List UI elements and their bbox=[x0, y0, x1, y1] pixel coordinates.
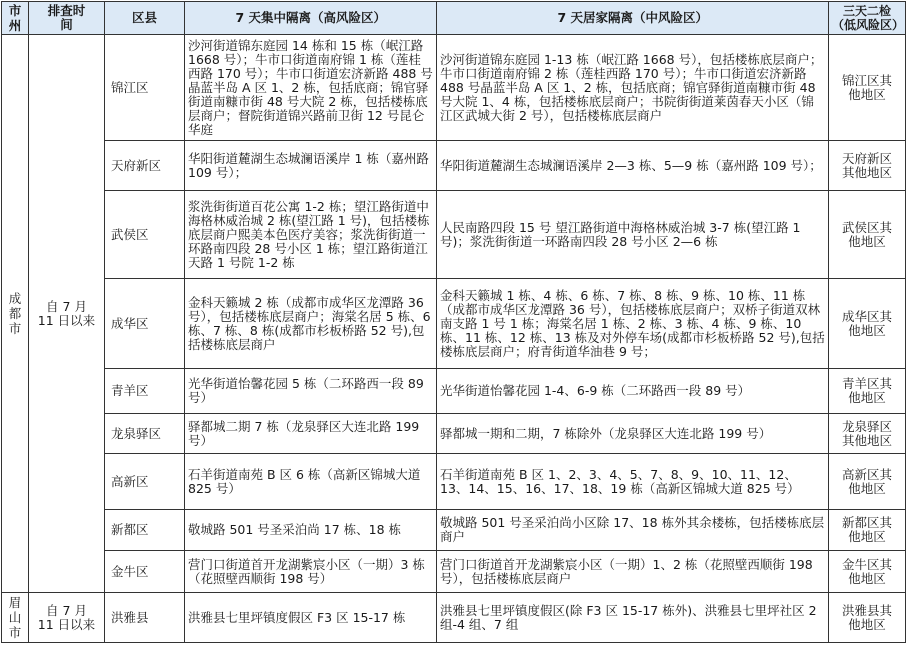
mid-risk-cell: 沙河街道锦东庭园 1-13 栋（岷江路 1668 号），包括楼栋底层商户；牛市口街道南府锦 2 栋（莲桂西路 170 号）；牛市口街道宏济新路 488 号晶蓝半岛 A 区 1、2 栋，包括底商；锦官驿街道南糠市街 48 号大院 1、4 栋，包括楼栋底层商户；书院街街道莱茵春天小区（锦江区武城大街 2 号），包括楼栋底层商户 bbox=[437, 35, 829, 141]
table-row bbox=[2, 35, 906, 141]
high-risk-cell: 洪雅县七里坪镇度假区 F3 区 15-17 栋 bbox=[185, 593, 437, 643]
table-row bbox=[2, 551, 906, 593]
high-risk-cell: 金科天籁城 2 栋（成都市成华区龙潭路 36 号），包括楼栋底层商户；海棠名居 5 栋、6 栋、7 栋、8 栋(成都市杉板桥路 52 号),包括楼栋底层商户 bbox=[185, 279, 437, 369]
header-low-risk: 三天二检（低风险区） bbox=[829, 2, 906, 35]
header-city: 市州 bbox=[2, 2, 29, 35]
low-risk-cell: 龙泉驿区其他地区 bbox=[829, 414, 906, 454]
district-cell: 青羊区 bbox=[105, 369, 185, 414]
high-risk-cell: 石羊街道南苑 B 区 6 栋（高新区锦城大道 825 号） bbox=[185, 454, 437, 510]
low-risk-cell: 武侯区其他地区 bbox=[829, 191, 906, 279]
mid-risk-cell: 敬城路 501 号圣采泊尚小区除 17、18 栋外其余楼栋，包括楼栋底层商户 bbox=[437, 510, 829, 551]
mid-risk-cell: 金科天籁城 1 栋、4 栋、6 栋、7 栋、8 栋、9 栋、10 栋、11 栋（成都市成华区龙潭路 36 号），包括楼栋底层商户；双桥子街道双林南支路 1 号 1 栋；海棠名居 1 栋、2 栋、3 栋、4 栋、9 栋、10 栋、11 栋、12 栋、13 栋及对外停车场(成都市杉板桥路 52 号),包括楼栋底层商户；府青街道华油巷 9 号； bbox=[437, 279, 829, 369]
table-row bbox=[2, 510, 906, 551]
district-cell: 天府新区 bbox=[105, 141, 185, 191]
header-high-risk: 7 天集中隔离（高风险区） bbox=[185, 2, 437, 35]
district-cell: 高新区 bbox=[105, 454, 185, 510]
district-cell: 武侯区 bbox=[105, 191, 185, 279]
header-row bbox=[2, 2, 906, 35]
high-risk-cell: 光华街道怡馨花园 5 栋（二环路西一段 89 号） bbox=[185, 369, 437, 414]
city-cell: 成都市 bbox=[2, 35, 29, 593]
mid-risk-cell: 驿都城一期和二期，7 栋除外（龙泉驿区大连北路 199 号） bbox=[437, 414, 829, 454]
mid-risk-cell: 华阳街道麓湖生态城澜语溪岸 2—3 栋、5—9 栋（嘉州路 109 号）； bbox=[437, 141, 829, 191]
low-risk-cell: 洪雅县其他地区 bbox=[829, 593, 906, 643]
district-cell: 金牛区 bbox=[105, 551, 185, 593]
mid-risk-cell: 光华街道怡馨花园 1-4、6-9 栋（二环路西一段 89 号） bbox=[437, 369, 829, 414]
mid-risk-cell: 人民南路四段 15 号 望江路街道中海格林威治城 3-7 栋(望江路 1 号)；浆洗街街道一环路南四段 28 号小区 2—6 栋 bbox=[437, 191, 829, 279]
district-cell: 锦江区 bbox=[105, 35, 185, 141]
district-cell: 龙泉驿区 bbox=[105, 414, 185, 454]
high-risk-cell: 华阳街道麓湖生态城澜语溪岸 1 栋（嘉州路 109 号）； bbox=[185, 141, 437, 191]
table-row bbox=[2, 141, 906, 191]
table-row bbox=[2, 369, 906, 414]
city-cell: 眉山市 bbox=[2, 593, 29, 643]
table-row bbox=[2, 279, 906, 369]
high-risk-cell: 敬城路 501 号圣采泊尚 17 栋、18 栋 bbox=[185, 510, 437, 551]
mid-risk-cell: 石羊街道南苑 B 区 1、2、3、4、5、7、8、9、10、11、12、13、14、15、16、17、18、19 栋（高新区锦城大道 825 号） bbox=[437, 454, 829, 510]
high-risk-cell: 浆洗街街道百花公寓 1-2 栋；望江路街道中海格林威治城 2 栋(望江路 1 号)，包括楼栋底层商户熙美本色医疗美容；浆洗街街道一环路南四段 28 号小区 1 栋；望江路街道江天路 1 号院 1-2 栋 bbox=[185, 191, 437, 279]
low-risk-cell: 成华区其他地区 bbox=[829, 279, 906, 369]
mid-risk-cell: 营门口街道首开龙湖紫宸小区（一期）1、2 栋（花照壁西顺街 198 号），包括楼栋底层商户 bbox=[437, 551, 829, 593]
low-risk-cell: 锦江区其他地区 bbox=[829, 35, 906, 141]
district-cell: 洪雅县 bbox=[105, 593, 185, 643]
table-row bbox=[2, 191, 906, 279]
table-row bbox=[2, 593, 906, 643]
high-risk-cell: 驿都城二期 7 栋（龙泉驿区大连北路 199 号） bbox=[185, 414, 437, 454]
low-risk-cell: 金牛区其他地区 bbox=[829, 551, 906, 593]
high-risk-cell: 沙河街道锦东庭园 14 栋和 15 栋（岷江路 1668 号）；牛市口街道南府锦 1 栋（莲桂西路 170 号）；牛市口街道宏济新路 488 号晶蓝半岛 A 区 1、2 栋，包括底商；锦官驿街道南糠市街 48 号大院 2 栋，包括楼栋底层商户；督院街道锦兴路前卫街 12 号昆仑华庭 bbox=[185, 35, 437, 141]
low-risk-cell: 青羊区其他地区 bbox=[829, 369, 906, 414]
header-mid-risk: 7 天居家隔离（中风险区） bbox=[437, 2, 829, 35]
header-district: 区县 bbox=[105, 2, 185, 35]
mid-risk-cell: 洪雅县七里坪镇度假区(除 F3 区 15-17 栋外)、洪雅县七里坪社区 2 组-4 组、7 组 bbox=[437, 593, 829, 643]
time-cell: 自 7 月 11 日以来 bbox=[29, 593, 105, 643]
district-cell: 新都区 bbox=[105, 510, 185, 551]
high-risk-cell: 营门口街道首开龙湖紫宸小区（一期）3 栋（花照壁西顺街 198 号） bbox=[185, 551, 437, 593]
table-row bbox=[2, 454, 906, 510]
header-time: 排查时间 bbox=[29, 2, 105, 35]
low-risk-cell: 高新区其他地区 bbox=[829, 454, 906, 510]
low-risk-cell: 新都区其他地区 bbox=[829, 510, 906, 551]
district-cell: 成华区 bbox=[105, 279, 185, 369]
time-cell: 自 7 月 11 日以来 bbox=[29, 35, 105, 593]
table-row bbox=[2, 414, 906, 454]
risk-area-table bbox=[1, 1, 906, 643]
low-risk-cell: 天府新区其他地区 bbox=[829, 141, 906, 191]
